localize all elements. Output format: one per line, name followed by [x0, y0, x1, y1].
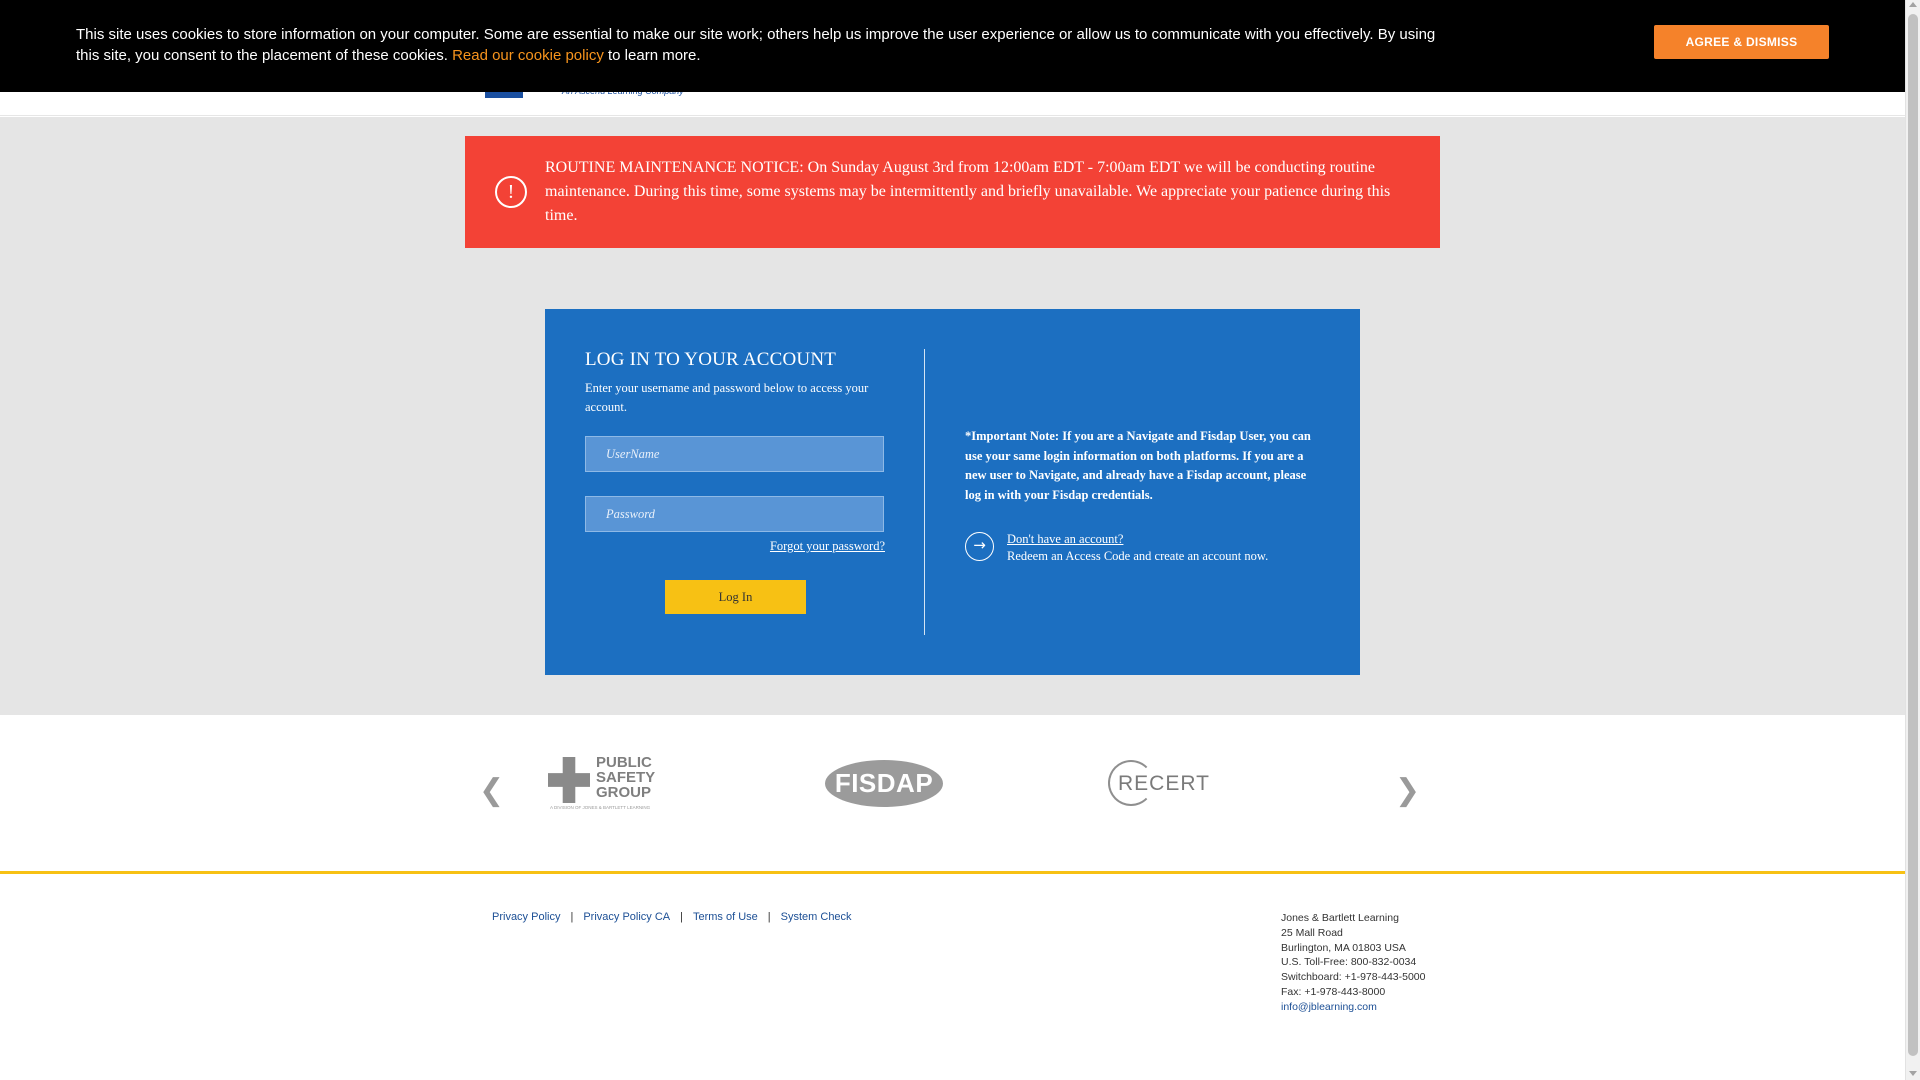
- cookie-text: [76, 24, 1456, 66]
- psg-line-1: PUBLIC: [596, 754, 652, 771]
- login-form: [585, 349, 885, 604]
- fisdap-logo[interactable]: FISDAP: [825, 760, 943, 807]
- psg-wordmark: [596, 755, 655, 800]
- arrow-right-circle-icon[interactable]: →: [965, 532, 994, 561]
- recert-logo[interactable]: [1108, 760, 1218, 808]
- maintenance-notice: [465, 136, 1440, 248]
- cookie-policy-link[interactable]: Read our cookie policy: [452, 47, 604, 64]
- username-input[interactable]: UserName: [585, 436, 884, 472]
- psg-line-2: SAFETY: [596, 769, 656, 786]
- scroll-up-arrow-icon[interactable]: [1909, 2, 1917, 7]
- public-safety-group-logo[interactable]: [548, 755, 663, 810]
- important-note: *Important Note: If you are a Navigate and Fisdap User, you can use your same login information on both platforms. If you are a new user to Navigate, and already have a Fisdap account, please log in with your Fisdap credentials.: [965, 429, 1311, 502]
- address-fax: Fax: +1-978-443-8000: [1281, 985, 1386, 998]
- agree-dismiss-button[interactable]: AGREE & DISMISS: [1654, 25, 1829, 59]
- address-tollfree: U.S. Toll-Free: 800-832-0034: [1281, 956, 1417, 969]
- company-address: [1281, 911, 1425, 1015]
- panel-divider: [924, 349, 925, 635]
- address-company: Jones & Bartlett Learning: [1281, 912, 1399, 924]
- email-link[interactable]: info@jblearning.com: [1281, 1000, 1377, 1013]
- password-input[interactable]: Password: [585, 496, 884, 532]
- login-subtitle: Enter your username and password below to access your account.: [585, 381, 869, 414]
- address-city: Burlington, MA 01803 USA: [1281, 941, 1406, 954]
- footer: [0, 874, 1905, 1080]
- forgot-password-link[interactable]: Forgot your password?: [769, 539, 885, 553]
- login-panel: [545, 309, 1360, 675]
- star-of-life-icon: [548, 757, 590, 803]
- recert-wordmark: RECERT: [1118, 772, 1210, 795]
- terms-of-use-link[interactable]: Terms of Use: [692, 911, 758, 923]
- vertical-scrollbar[interactable]: [1905, 0, 1920, 1080]
- chevron-left-icon[interactable]: ❮: [479, 773, 505, 808]
- footer-separator: |: [570, 911, 574, 923]
- address-street: 25 Mall Road: [1281, 926, 1343, 939]
- footer-separator: |: [680, 911, 683, 923]
- login-button[interactable]: Log In: [665, 580, 806, 614]
- privacy-policy-ca-link[interactable]: Privacy Policy CA: [583, 911, 671, 923]
- psg-line-3: GROUP: [596, 784, 652, 801]
- login-info: [965, 427, 1325, 572]
- psg-division-text: A DIVISION OF JONES & BARTLETT LEARNING: [550, 805, 651, 810]
- scroll-down-arrow-icon[interactable]: [1909, 1071, 1917, 1076]
- login-title: LOG IN TO YOUR ACCOUNT: [585, 349, 837, 370]
- alert-icon: !: [495, 176, 527, 208]
- cookie-text-end: to learn more.: [608, 47, 701, 64]
- notice-text: ROUTINE MAINTENANCE NOTICE: On Sunday August 3rd from 12:00am EDT - 7:00am EDT we will be conducting routine maintenance. During this time, some systems may be intermittently and briefly unavailable. We appreciate your patience during this time.: [545, 159, 1391, 224]
- privacy-policy-link[interactable]: Privacy Policy: [492, 911, 561, 923]
- system-check-link[interactable]: System Check: [780, 911, 852, 923]
- address-switchboard: Switchboard: +1-978-443-5000: [1281, 971, 1426, 984]
- partner-carousel: [0, 715, 1905, 871]
- footer-links: [492, 911, 852, 923]
- redeem-description: Redeem an Access Code and create an account now.: [1007, 549, 1269, 563]
- no-account-link[interactable]: Don't have an account?: [1007, 532, 1124, 546]
- cookie-banner: [0, 0, 1905, 92]
- chevron-right-icon[interactable]: ❯: [1395, 773, 1421, 808]
- footer-separator: |: [767, 911, 771, 923]
- cookie-text-main: This site uses cookies to store information on your computer. Some are essential to make our site work; others help us improve the user experience or allow us to communicate with you effectively. By using this site, you consent to the placement of these cookies.: [76, 26, 1436, 64]
- scroll-thumb[interactable]: [1908, 14, 1918, 1056]
- redeem-access-code: [965, 532, 1325, 572]
